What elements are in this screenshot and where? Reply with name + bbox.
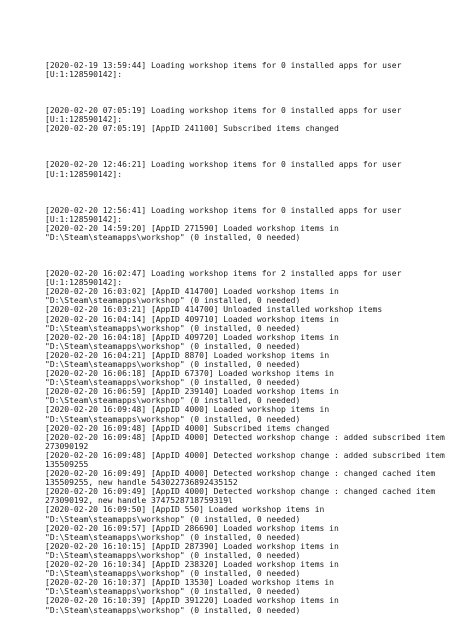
log-line: [2020-02-20 16:10:15] [AppID 287390] Loaded workshop items in xyxy=(45,541,339,551)
log-line: 273090192, new handle 3747528718759319l xyxy=(45,496,233,506)
log-line: "D:\Steam\steamapps\workshop" (0 installed, 0 needed) xyxy=(45,605,301,615)
log-line: [U:1:128590142]: xyxy=(45,278,123,288)
log-line: "D:\Steam\steamapps\workshop" (0 installed, 0 needed) xyxy=(45,323,301,333)
log-line: [2020-02-20 12:56:41] Loading workshop items for 0 installed apps for user xyxy=(45,205,402,215)
log-line: [2020-02-20 14:59:20] [AppID 271590] Loaded workshop items in xyxy=(45,223,339,233)
log-line: "D:\Steam\steamapps\workshop" (0 installed, 0 needed) xyxy=(45,341,301,351)
log-entry-group xyxy=(45,269,465,615)
log-line: "D:\Steam\steamapps\workshop" (0 installed, 0 needed) xyxy=(45,414,301,424)
log-line: [2020-02-20 07:05:19] Loading workshop items for 0 installed apps for user xyxy=(45,106,402,116)
log-line: "D:\Steam\steamapps\workshop" (0 installed, 0 needed) xyxy=(45,569,301,579)
log-line: 135509255 xyxy=(45,460,89,469)
log-line: [U:1:128590142]: xyxy=(45,214,123,224)
log-line: [2020-02-20 16:09:48] [AppID 4000] Loaded workshop items in xyxy=(45,405,330,415)
log-line: [2020-02-20 16:09:49] [AppID 4000] Detected workshop change : changed cached item xyxy=(45,487,436,497)
log-line: [2020-02-20 16:02:47] Loading workshop items for 2 installed apps for user xyxy=(45,269,402,279)
log-entry-group xyxy=(45,106,465,133)
log-document xyxy=(45,61,465,615)
log-line: [2020-02-20 16:10:39] [AppID 391220] Loaded workshop items in xyxy=(45,596,339,606)
log-line: [U:1:128590142]: xyxy=(45,115,123,125)
log-line: "D:\Steam\steamapps\workshop" (0 installed, 0 needed) xyxy=(45,378,301,388)
log-line: "D:\Steam\steamapps\workshop" (0 installed, 0 needed) xyxy=(45,587,301,597)
log-line: [2020-02-20 16:03:21] [AppID 414700] Unloaded installed workshop items xyxy=(45,305,383,315)
log-line: [2020-02-20 16:09:48] [AppID 4000] Detected workshop change : added subscribed item xyxy=(45,432,445,442)
log-entry-group xyxy=(45,160,465,178)
log-line: [U:1:128590142]: xyxy=(45,70,123,80)
log-line: [2020-02-20 16:04:21] [AppID 8870] Loaded workshop items in xyxy=(45,350,330,360)
log-line: [U:1:128590142]: xyxy=(45,169,123,179)
log-line: 273090192 xyxy=(45,441,89,451)
log-line: [2020-02-19 13:59:44] Loading workshop items for 0 installed apps for user xyxy=(45,61,402,70)
log-line: [2020-02-20 16:09:49] [AppID 4000] Detected workshop change : changed cached item xyxy=(45,469,436,479)
log-line: [2020-02-20 16:09:48] [AppID 4000] Detected workshop change : added subscribed item xyxy=(45,450,445,460)
log-line: "D:\Steam\steamapps\workshop" (0 installed, 0 needed) xyxy=(45,296,301,306)
log-line: "D:\Steam\steamapps\workshop" (0 installed, 0 needed) xyxy=(45,396,301,406)
log-line: [2020-02-20 16:10:34] [AppID 238320] Loaded workshop items in xyxy=(45,560,339,570)
log-line: [2020-02-20 07:05:19] [AppID 241100] Subscribed items changed xyxy=(45,124,339,134)
log-line: 135509255, new handle 543022736892435152 xyxy=(45,478,238,488)
log-line: [2020-02-20 12:46:21] Loading workshop items for 0 installed apps for user xyxy=(45,160,402,170)
log-line: "D:\Steam\steamapps\workshop" (0 installed, 0 needed) xyxy=(45,232,301,242)
log-line: [2020-02-20 16:04:14] [AppID 409710] Loaded workshop items in xyxy=(45,314,339,324)
log-line: [2020-02-20 16:06:18] [AppID 67370] Loaded workshop items in xyxy=(45,369,334,379)
log-line: "D:\Steam\steamapps\workshop" (0 installed, 0 needed) xyxy=(45,359,301,369)
log-line: "D:\Steam\steamapps\workshop" (0 installed, 0 needed) xyxy=(45,514,301,524)
log-line: [2020-02-20 16:10:37] [AppID 13530] Loaded workshop items in xyxy=(45,578,334,588)
log-line: [2020-02-20 16:06:59] [AppID 239140] Loaded workshop items in xyxy=(45,387,339,397)
log-line: [2020-02-20 16:03:02] [AppID 414700] Loaded workshop items in xyxy=(45,287,339,297)
log-line: [2020-02-20 16:09:48] [AppID 4000] Subscribed items changed xyxy=(45,423,330,433)
log-entry-group xyxy=(45,61,465,79)
log-line: "D:\Steam\steamapps\workshop" (0 installed, 0 needed) xyxy=(45,550,301,560)
log-line: [2020-02-20 16:09:57] [AppID 286690] Loaded workshop items in xyxy=(45,523,339,533)
log-line: [2020-02-20 16:09:50] [AppID 550] Loaded workshop items in xyxy=(45,505,325,515)
log-entry-group xyxy=(45,206,465,242)
log-line: [2020-02-20 16:04:18] [AppID 409720] Loaded workshop items in xyxy=(45,332,339,342)
log-line: "D:\Steam\steamapps\workshop" (0 installed, 0 needed) xyxy=(45,532,301,542)
